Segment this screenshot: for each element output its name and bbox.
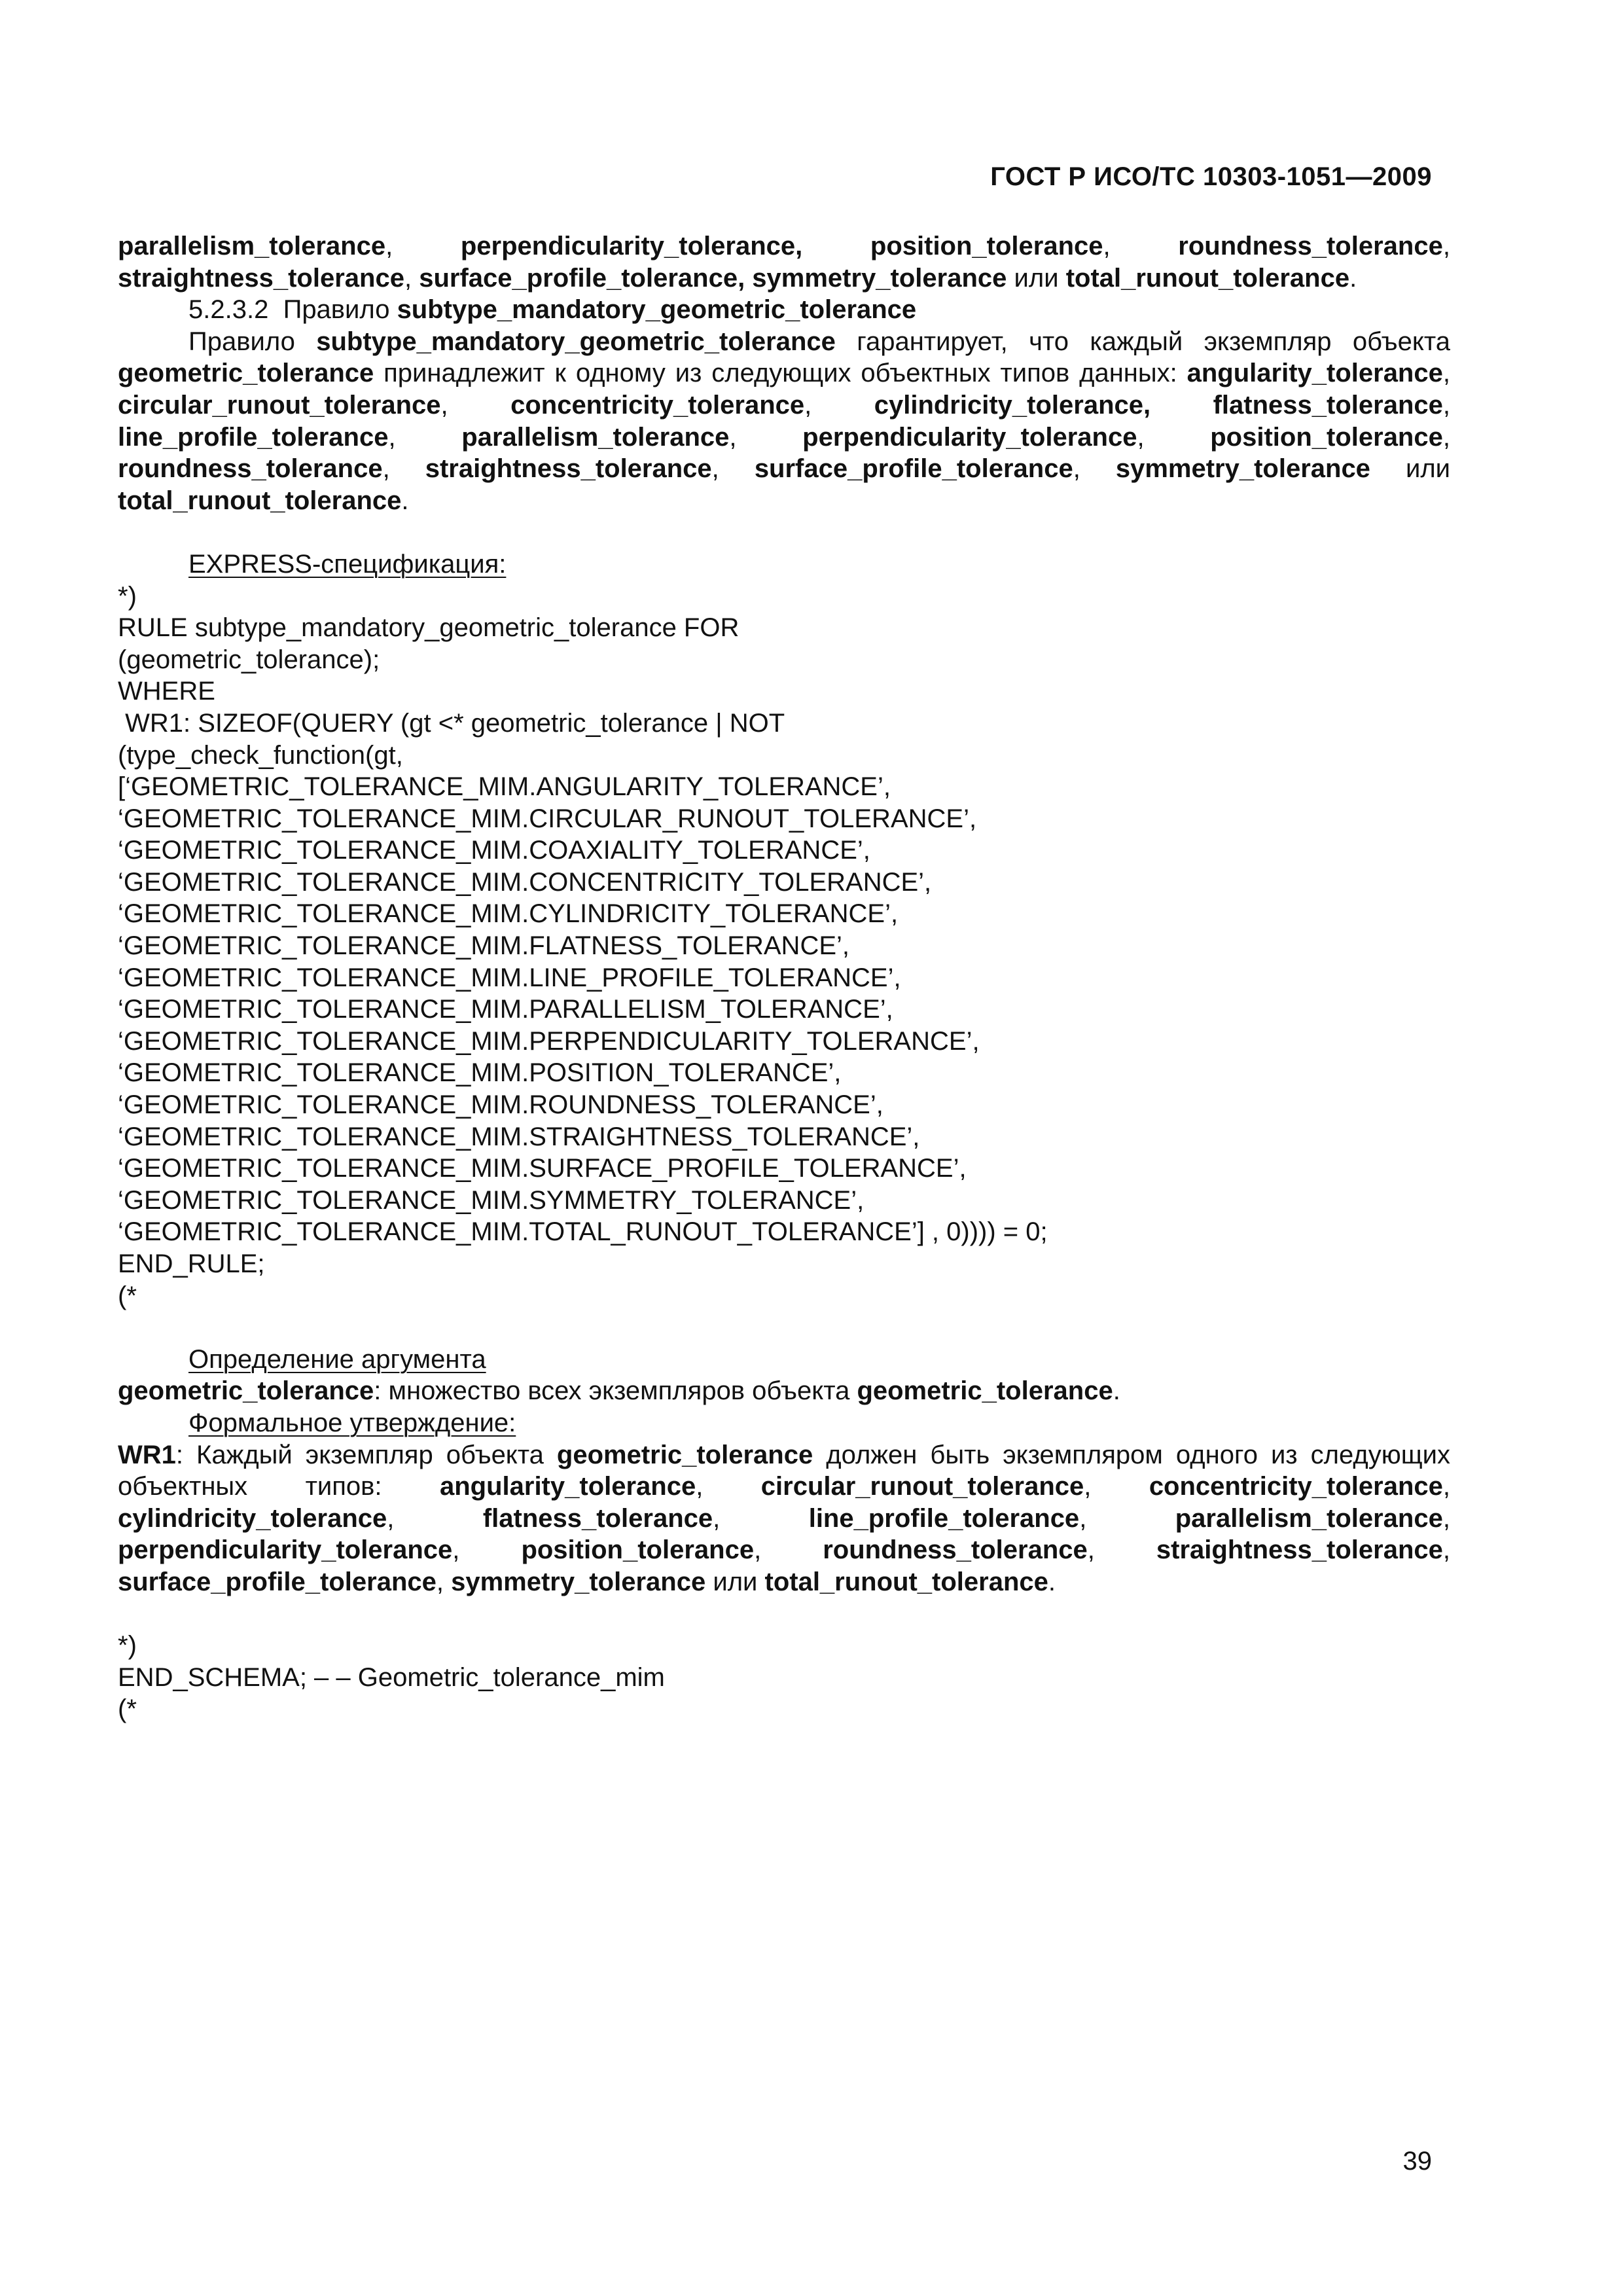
code-line: ‘GEOMETRIC_TOLERANCE_MIM.SYMMETRY_TOLERANCE’, — [118, 1185, 865, 1215]
code-line: *) — [118, 1631, 137, 1660]
code-line: ‘GEOMETRIC_TOLERANCE_MIM.TOTAL_RUNOUT_TOLERANCE’] , 0)))) = 0; — [118, 1217, 1048, 1247]
where-rule-label: WR1 — [118, 1440, 176, 1469]
formal-heading: Формальное утверждение: — [188, 1408, 516, 1437]
code-line: ‘GEOMETRIC_TOLERANCE_MIM.LINE_PROFILE_TOLERANCE’, — [118, 963, 901, 992]
code-line: END_RULE; — [118, 1249, 265, 1278]
type-name: surface_profile_tolerance, symmetry_tolerance — [419, 263, 1007, 293]
type-name: roundness_tolerance — [1178, 232, 1443, 260]
code-line: ‘GEOMETRIC_TOLERANCE_MIM.FLATNESS_TOLERANCE’, — [118, 931, 850, 961]
argument-heading: Определение аргумента — [188, 1344, 486, 1374]
code-line: WR1: SIZEOF(QUERY (gt <* geometric_tolerance | NOT — [118, 708, 785, 738]
code-line: *) — [118, 581, 137, 611]
type-name: straightness_tolerance — [118, 263, 404, 293]
formal-statement: WR1: Каждый экземпляр объекта geometric_tolerance должен быть экземпляром одного из следующих объектных типов: angularity_tolerance, circular_runout_tolerance, concentricity_tolerance, cylindricity_tolerance, flatness_tolerance, line_profile_tolerance, parallelism_tolerance, perpendicularity_tolerance, position_tolerance, roundness_tolerance, straightness_tolerance, surface_profile_tolerance, symmetry_tolerance или total_runout_tolerance. — [118, 1440, 1450, 1596]
document-header: ГОСТ Р ИСО/ТС 10303-1051—2009 — [990, 162, 1432, 191]
express-code-block — [118, 581, 1450, 1312]
code-line: (type_check_function(gt, — [118, 740, 403, 770]
code-line: ‘GEOMETRIC_TOLERANCE_MIM.ROUNDNESS_TOLERANCE’, — [118, 1090, 883, 1120]
code-line: END_SCHEMA; – – Geometric_tolerance_mim — [118, 1662, 665, 1692]
page-content — [118, 230, 1450, 1725]
express-heading: EXPRESS-спецификация: — [188, 549, 507, 579]
code-line: ‘GEOMETRIC_TOLERANCE_MIM.PERPENDICULARITY_TOLERANCE’, — [118, 1026, 980, 1056]
code-line: WHERE — [118, 677, 215, 706]
code-line: (* — [118, 1281, 137, 1310]
type-name: parallelism_tolerance — [118, 232, 386, 260]
code-line: ‘GEOMETRIC_TOLERANCE_MIM.POSITION_TOLERANCE’, — [118, 1058, 842, 1088]
code-line: (geometric_tolerance); — [118, 645, 380, 674]
rule-description: Правило subtype_mandatory_geometric_tolerance гарантирует, что каждый экземпляр объекта geometric_tolerance принадлежит к одному из следующих объектных типов данных: angularity_tolerance, circular_runout_tolerance, concentricity_tolerance, cylindricity_tolerance, flatness_tolerance, line_profile_tolerance, parallelism_tolerance, perpendicularity_tolerance, position_tolerance, roundness_tolerance, straightness_tolerance, surface_profile_tolerance, symmetry_tolerance или total_runout_tolerance. — [118, 327, 1450, 515]
section-number: 5.2.3.2 — [188, 295, 269, 325]
intro-types-paragraph: parallelism_tolerance, perpendicularity_tolerance, position_tolerance, roundness_tolerance, straightness_tolerance, surface_profile_tolerance, symmetry_tolerance или total_runout_tolerance. — [118, 232, 1450, 293]
schema-end-block — [118, 1630, 1450, 1725]
type-name: position_tolerance — [870, 232, 1103, 260]
code-line: ‘GEOMETRIC_TOLERANCE_MIM.SURFACE_PROFILE_TOLERANCE’, — [118, 1154, 967, 1183]
code-line: ‘GEOMETRIC_TOLERANCE_MIM.CONCENTRICITY_TOLERANCE’, — [118, 867, 932, 897]
type-name: perpendicularity_tolerance, — [460, 232, 803, 260]
code-line: ‘GEOMETRIC_TOLERANCE_MIM.PARALLELISM_TOLERANCE’, — [118, 995, 893, 1024]
code-line: ‘GEOMETRIC_TOLERANCE_MIM.CIRCULAR_RUNOUT_TOLERANCE’, — [118, 804, 977, 833]
code-line: ‘GEOMETRIC_TOLERANCE_MIM.COAXIALITY_TOLERANCE’, — [118, 836, 870, 865]
code-line: ‘GEOMETRIC_TOLERANCE_MIM.STRAIGHTNESS_TOLERANCE’, — [118, 1122, 920, 1151]
argument-definition: geometric_tolerance: множество всех экземпляров объекта geometric_tolerance. — [118, 1376, 1120, 1406]
code-line: [‘GEOMETRIC_TOLERANCE_MIM.ANGULARITY_TOLERANCE’, — [118, 772, 891, 802]
rule-name: subtype_mandatory_geometric_tolerance — [397, 295, 917, 325]
code-line: (* — [118, 1695, 137, 1724]
page-number: 39 — [1402, 2147, 1432, 2176]
code-line: RULE subtype_mandatory_geometric_tolerance FOR — [118, 613, 740, 643]
type-name: total_runout_tolerance — [1065, 263, 1350, 293]
code-line: ‘GEOMETRIC_TOLERANCE_MIM.CYLINDRICITY_TOLERANCE’, — [118, 899, 899, 929]
section-heading: 5.2.3.2 Правило subtype_mandatory_geometric_tolerance — [188, 295, 917, 325]
